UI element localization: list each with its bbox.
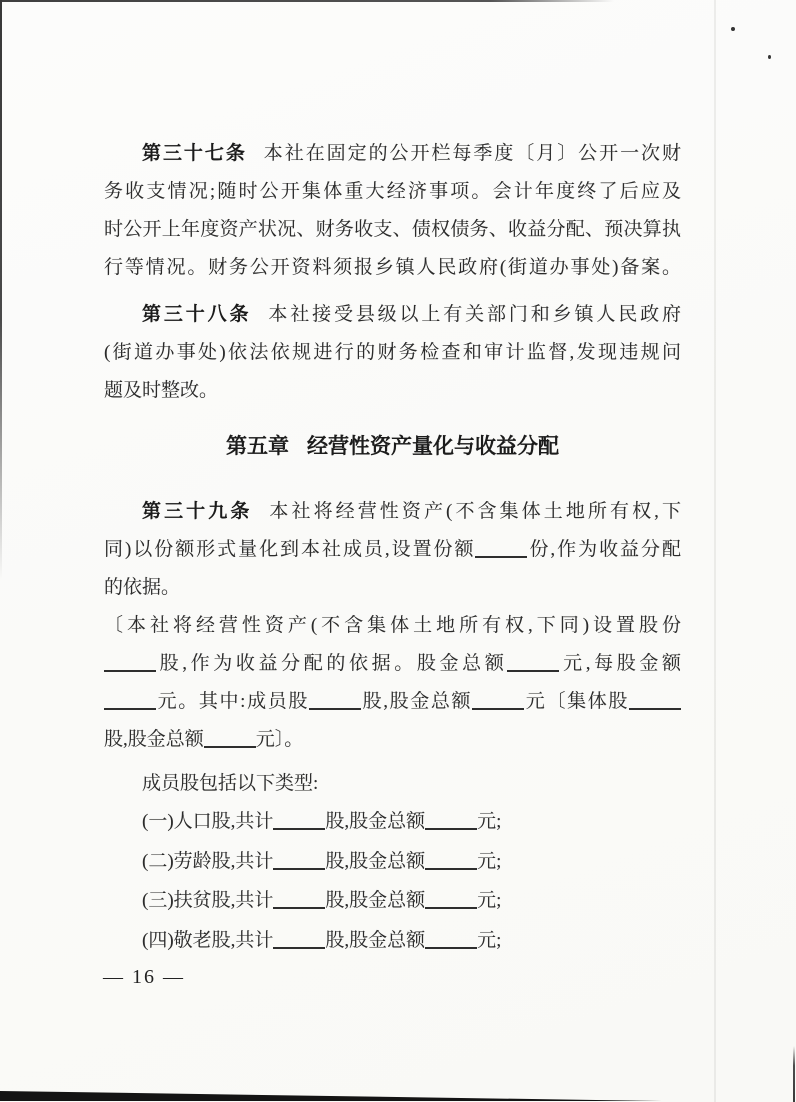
text-run: (三)扶贫股,共计 <box>142 890 274 911</box>
text-line <box>104 922 681 960</box>
bracket-clause <box>104 607 681 759</box>
blank-underline <box>273 906 325 909</box>
scan-edge-right-mark <box>793 1046 795 1102</box>
blank-underline <box>629 707 681 710</box>
scan-speck-1 <box>731 27 735 31</box>
text-run: 本社接受县级以上有关部门和乡镇人民政府 <box>268 304 681 325</box>
article-39 <box>104 493 681 607</box>
text-line <box>104 882 681 920</box>
text-line <box>104 765 681 803</box>
chapter-title: 经营性资产量化与收益分配 <box>307 435 559 458</box>
text-line <box>104 721 681 759</box>
blank-underline <box>425 906 477 909</box>
chapter-5 <box>104 431 681 463</box>
page-number: — 16 — <box>103 966 185 988</box>
text-line <box>104 211 681 249</box>
article-38 <box>104 296 681 410</box>
text-run: 股,股金总额 <box>360 691 473 712</box>
text-run: (一)人口股,共计 <box>142 811 274 832</box>
text-run: 股,股金总额 <box>325 929 426 951</box>
article-number: 第三十七条 <box>142 143 247 164</box>
text-run: 股,股金总额 <box>104 729 204 750</box>
document-text <box>104 135 681 960</box>
article-37 <box>104 135 681 287</box>
text-line <box>104 803 681 841</box>
blank-underline <box>104 669 156 672</box>
scan-edge-top <box>0 0 614 2</box>
text-line <box>104 372 681 410</box>
text-run: 元; <box>477 929 502 951</box>
scan-speck-2 <box>768 55 771 59</box>
text-run: 〔本社将经营性资产(不含集体土地所有权,下同)设置股份 <box>104 615 681 636</box>
text-line <box>104 607 681 645</box>
blank-underline <box>425 867 477 870</box>
text-line <box>104 249 681 287</box>
text-run: 元; <box>477 850 502 872</box>
text-line <box>104 569 681 607</box>
text-run: 股,股金总额 <box>325 850 426 872</box>
text-run: 本社在固定的公开栏每季度〔月〕公开一次财 <box>263 143 681 164</box>
text-run: 时公开上年度资产状况、财务收支、债权债务、收益分配、预决算执 <box>104 219 681 240</box>
text-run: 行等情况。财务公开资料须报乡镇人民政府(街道办事处)备案。 <box>104 257 681 278</box>
blank-underline <box>507 669 559 672</box>
member-share-intro <box>104 765 681 803</box>
blank-underline <box>104 707 156 710</box>
text-line <box>104 296 681 334</box>
blank-underline <box>309 707 361 710</box>
text-line <box>104 493 681 531</box>
text-run: (街道办事处)依法依规进行的财务检查和审计监督,发现违规问 <box>104 342 681 363</box>
text-run: 股,作为收益分配的依据。股金总额 <box>156 653 508 674</box>
text-run: 份,作为收益分配 <box>527 539 681 560</box>
article-number: 第三十九条 <box>142 501 253 522</box>
blank-underline <box>472 707 524 710</box>
text-run: 成员股包括以下类型: <box>142 773 319 794</box>
text-line <box>104 334 681 372</box>
text-run: 的依据。 <box>104 577 181 598</box>
text-line <box>104 173 681 211</box>
text-run: (二)劳龄股,共计 <box>142 850 274 872</box>
text-run: 股,股金总额 <box>325 890 426 911</box>
article-number: 第三十八条 <box>142 304 252 325</box>
text-line <box>104 645 681 683</box>
text-run: 元; <box>477 811 502 832</box>
text-run: 务收支情况;随时公开集体重大经济事项。会计年度终了后应及 <box>104 181 681 202</box>
member-share-items <box>104 803 681 960</box>
scan-edge-left <box>0 0 2 580</box>
blank-underline <box>475 555 527 558</box>
text-run: 元,每股金额 <box>559 653 681 674</box>
blank-underline <box>425 827 477 830</box>
text-run: 元; <box>477 890 502 911</box>
text-line <box>104 683 681 721</box>
text-run: 题及时整改。 <box>104 380 219 401</box>
blank-underline <box>204 745 256 748</box>
scan-crease-line <box>714 0 716 1102</box>
text-run: 元〔集体股 <box>524 691 629 712</box>
text-line <box>104 135 681 173</box>
text-line <box>104 843 681 881</box>
blank-underline <box>273 827 325 830</box>
text-run: 元。其中:成员股 <box>156 691 309 712</box>
text-run: 本社将经营性资产(不含集体土地所有权,下 <box>269 501 681 522</box>
blank-underline <box>273 946 325 949</box>
chapter-number: 第五章 <box>226 435 289 458</box>
text-run: (四)敬老股,共计 <box>142 929 274 951</box>
text-run: 元〕。 <box>255 729 304 750</box>
blank-underline <box>273 867 325 870</box>
blank-underline <box>425 946 477 949</box>
scan-bottom-wedge <box>0 1091 662 1101</box>
text-run: 股,股金总额 <box>325 811 426 832</box>
text-run: 同)以份额形式量化到本社成员,设置份额 <box>104 539 476 560</box>
text-line <box>104 531 681 569</box>
